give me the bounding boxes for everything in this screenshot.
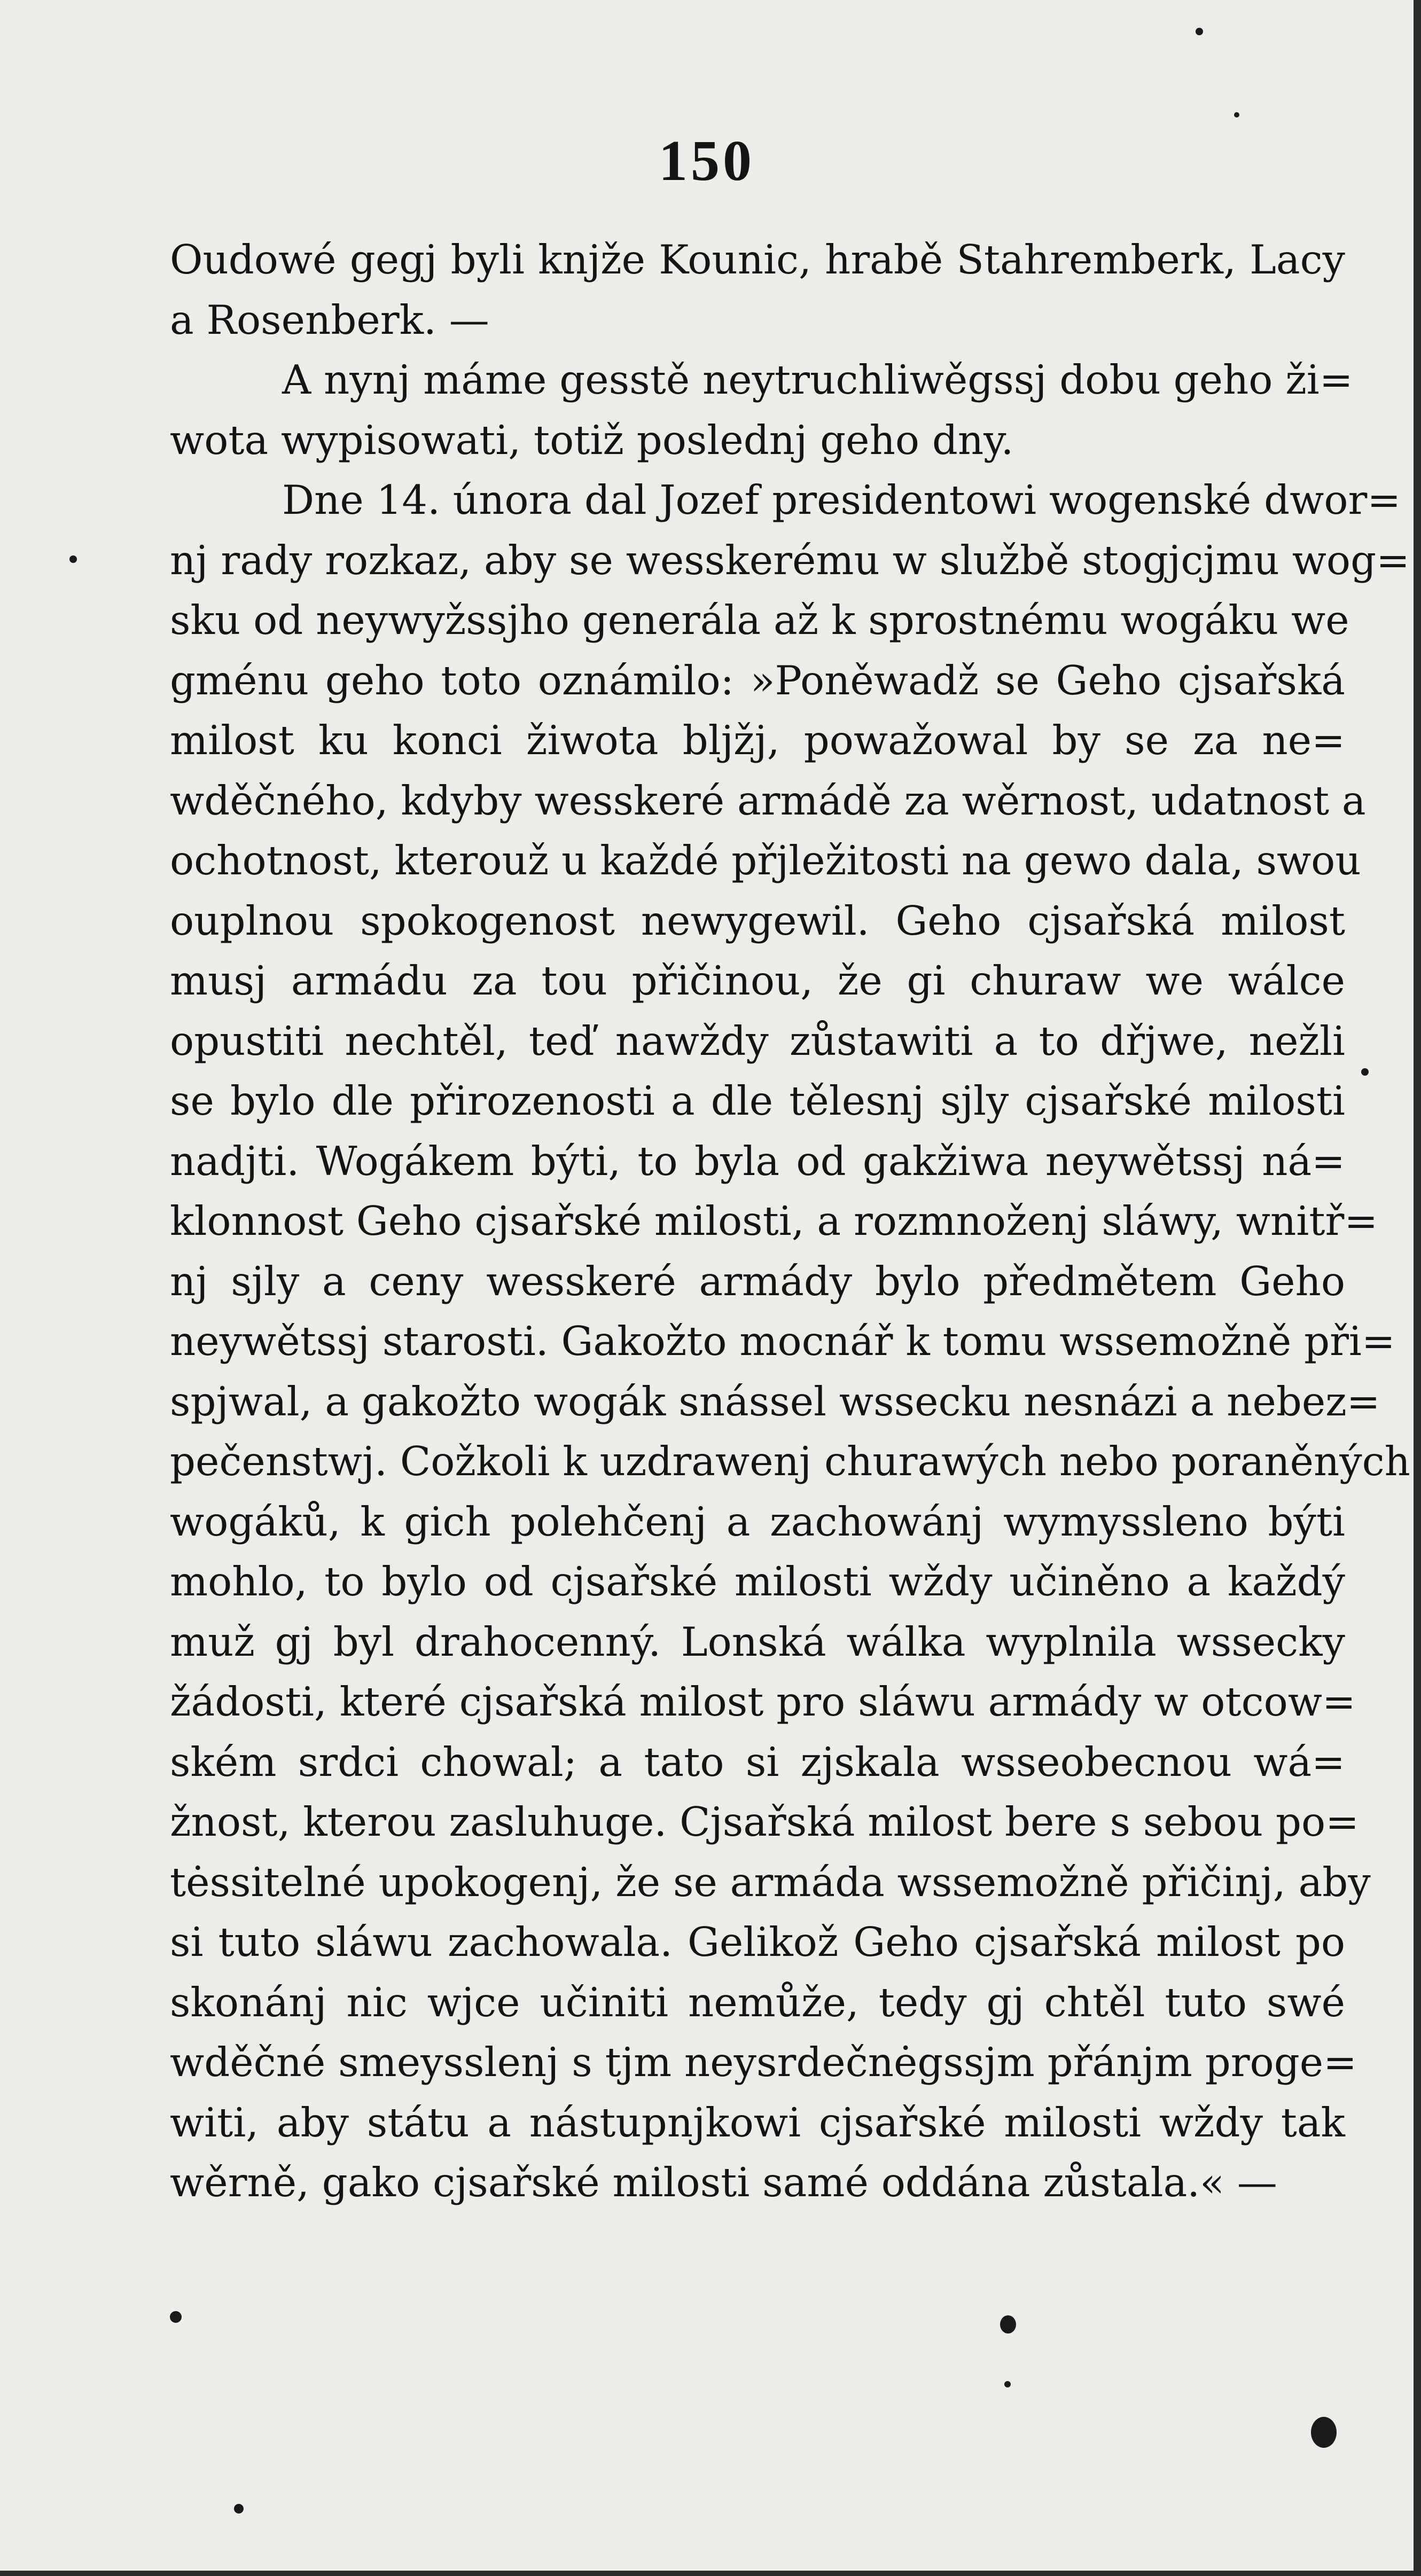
text-line: milost ku konci žiwota bljžj, powažowal by se za ne= [170,717,1345,764]
text-line: muž gj byl drahocenný. Lonská wálka wyplnila wssecky [170,1618,1345,1665]
text-line: pečenstwj. Cožkoli k uzdrawenj churawých nebo poraněných [170,1438,1410,1485]
text-line: musj armádu za tou přičinou, že gi churaw we wálce [170,957,1345,1004]
ink-speck [1311,2417,1337,2448]
text-line: wěrně, gako cjsařské milosti samé oddána zůstala.« — [170,2159,1277,2206]
text-line: ském srdci chowal; a tato si zjskala wsseobecnou wá= [170,1738,1345,1786]
text-line: žnost, kterou zasluhuge. Cjsařská milost bere s sebou po= [170,1798,1359,1845]
text-line: wděčného, kdyby wesskeré armádě za wěrnost, udatnost a [170,777,1366,824]
text-line: ouplnou spokogenost newygewil. Geho cjsařská milost [170,897,1345,944]
text-line: mohlo, to bylo od cjsařské milosti wždy učiněno a každý [170,1558,1345,1605]
text-line: wděčné smeysslenj s tjm neysrdečnėgssjm přánjm proge= [170,2039,1357,2086]
text-line: sku od neywyžssjho generála až k sprostnému wogáku we [170,597,1349,644]
ink-speck [69,555,77,563]
text-line: A nynj máme gesstě neytruchliwěgssj dobu geho ži= [282,356,1353,403]
page-number: 150 [659,129,755,193]
text-line: ochotnost, kterouž u každé přjležitosti na gewo dala, swou [170,837,1361,884]
text-line: nj rady rozkaz, aby se wesskerému w službě stogjcjmu wog= [170,536,1410,584]
text-line: opustiti nechtěl, teď nawždy zůstawiti a to dřjwe, nežli [170,1017,1345,1064]
ink-speck [1004,2381,1011,2387]
text-line: a Rosenberk. — [170,296,489,343]
text-line: žádosti, které cjsařská milost pro sláwu armády w otcow= [170,1678,1356,1725]
ink-speck [1196,28,1203,35]
ink-speck [1361,1068,1369,1076]
text-line: wogáků, k gich polehčenj a zachowánj wymyssleno býti [170,1498,1345,1545]
text-line: spjwal, a gakožto wogák snássel wssecku nesnázi a nebez= [170,1377,1380,1425]
ink-speck [234,2504,244,2514]
text-line: tėssitelné upokogenj, že se armáda wssemožně přičinj, aby [170,1858,1371,1906]
text-line: se bylo dle přirozenosti a dle tělesnj sjly cjsařské milosti [170,1077,1345,1124]
text-line: Dne 14. února dal Jozef presidentowi wogenské dwor= [282,476,1401,523]
text-line: nj sjly a ceny wesskeré armády bylo předmětem Geho [170,1257,1345,1305]
text-line: skonánj nic wjce učiniti nemůže, tedy gj chtěl tuto swé [170,1978,1345,2026]
ink-speck [170,2311,182,2323]
text-line: si tuto sláwu zachowala. Gelikož Geho cjsařská milost po [170,1919,1345,1966]
ink-speck [1000,2315,1016,2334]
text-line: neywětssj starosti. Gakožto mocnář k tomu wssemožně při= [170,1318,1395,1365]
text-line: wota wypisowati, totiž poslednj geho dny. [170,416,1014,464]
body-text [170,230,1410,2213]
ink-speck [1234,112,1239,118]
text-line: gménu geho toto oznámilo: »Poněwadž se Geho cjsařská [170,656,1345,704]
text-line: nadjti. Wogákem býti, to byla od gakžiwa neywětssj ná= [170,1137,1345,1185]
text-line: witi, aby státu a nástupnjkowi cjsařské milosti wždy tak [170,2099,1345,2146]
text-line: Oudowé gegj byli knjže Kounic, hrabě Stahremberk, Lacy [170,236,1345,283]
text-line: klonnost Geho cjsařské milosti, a rozmnoženj sláwy, wnitř= [170,1197,1378,1244]
